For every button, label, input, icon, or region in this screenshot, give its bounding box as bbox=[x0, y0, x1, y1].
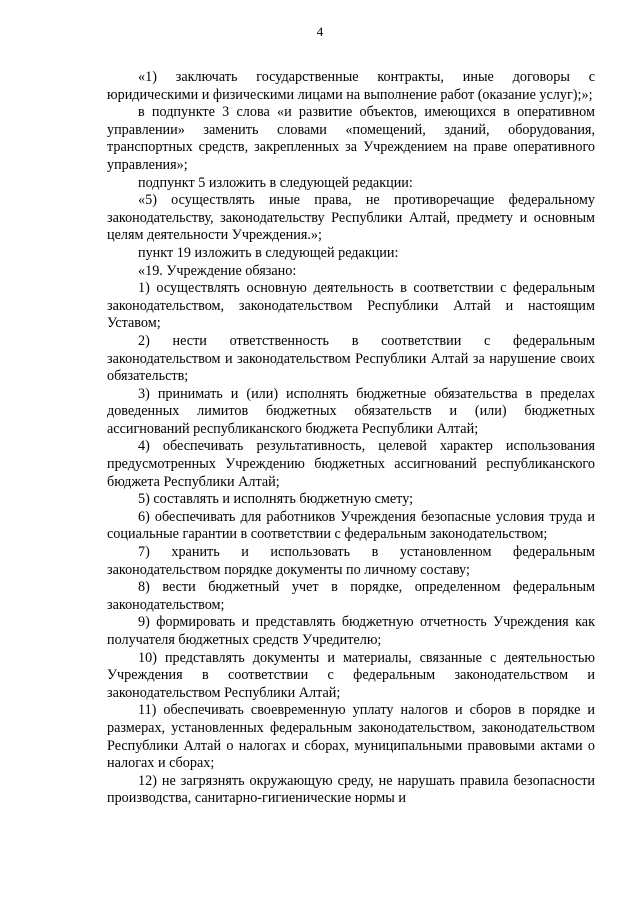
paragraph-2: в подпункте 3 слова «и развитие объектов, имеющихся в оперативном управлении» заменить словами «помещений, зданий, оборудования, транспортных средств, закрепленных за Учреждением на праве оперативного управления»; bbox=[107, 104, 595, 173]
paragraph-10: 4) обеспечивать результативность, целевой характер использования предусмотренных Учреждению бюджетных ассигнований республиканского бюджета Республики Алтай; bbox=[107, 438, 595, 490]
paragraph-4: «5) осуществлять иные права, не противоречащие федеральному законодательству, законодательству Республики Алтай, предмету и основным целям деятельности Учреждения.»; bbox=[107, 192, 595, 244]
paragraph-5: пункт 19 изложить в следующей редакции: bbox=[138, 244, 399, 261]
paragraph-12: 6) обеспечивать для работников Учреждения безопасные условия труда и социальные гарантии в соответствии с федеральным законодательством; bbox=[107, 508, 595, 543]
paragraph-7: 1) осуществлять основную деятельность в соответствии с федеральным законодательством, законодательством Республики Алтай и настоящим Уставом; bbox=[107, 280, 595, 332]
paragraph-15: 9) формировать и представлять бюджетную отчетность Учреждения как получателя бюджетных средств Учредителю; bbox=[107, 614, 595, 648]
paragraph-13: 7) хранить и использовать в установленном федеральным законодательством порядке документы по личному составу; bbox=[107, 544, 595, 578]
paragraph-18: 12) не загрязнять окружающую среду, не нарушать правила безопасности производства, санитарно-гигиенические нормы и bbox=[107, 772, 595, 807]
paragraph-11: 5) составлять и исполнять бюджетную смету; bbox=[138, 491, 414, 508]
paragraph-17: 11) обеспечивать своевременную уплату налогов и сборов в порядке и размерах, установленных федеральным законодательством, законодательством Республики Алтай о налогах и сборах, муниципальными правовыми актами о налогах и сборах; bbox=[107, 702, 595, 772]
paragraph-1: «1) заключать государственные контракты, иные договоры с юридическими и физическими лицами на выполнение работ (оказание услуг);»; bbox=[107, 69, 595, 103]
document-body bbox=[107, 69, 595, 808]
paragraph-6: «19. Учреждение обязано: bbox=[138, 262, 297, 279]
page-number: 4 bbox=[316, 24, 324, 39]
paragraph-14: 8) вести бюджетный учет в порядке, определенном федеральным законодательством; bbox=[107, 579, 595, 613]
paragraph-16: 10) представлять документы и материалы, связанные с деятельностью Учреждения в соответствии с федеральным законодательством и законодательством Республики Алтай; bbox=[107, 649, 595, 701]
paragraph-8: 2) нести ответственность в соответствии с федеральным законодательством и законодательством Республики Алтай за нарушение своих обязательств; bbox=[107, 332, 595, 385]
paragraph-3: подпункт 5 изложить в следующей редакции: bbox=[138, 174, 413, 191]
paragraph-9: 3) принимать и (или) исполнять бюджетные обязательства в пределах доведенных лимитов бюджетных обязательств и (или) бюджетных ассигнований республиканского бюджета Республики Алтай; bbox=[107, 385, 595, 437]
